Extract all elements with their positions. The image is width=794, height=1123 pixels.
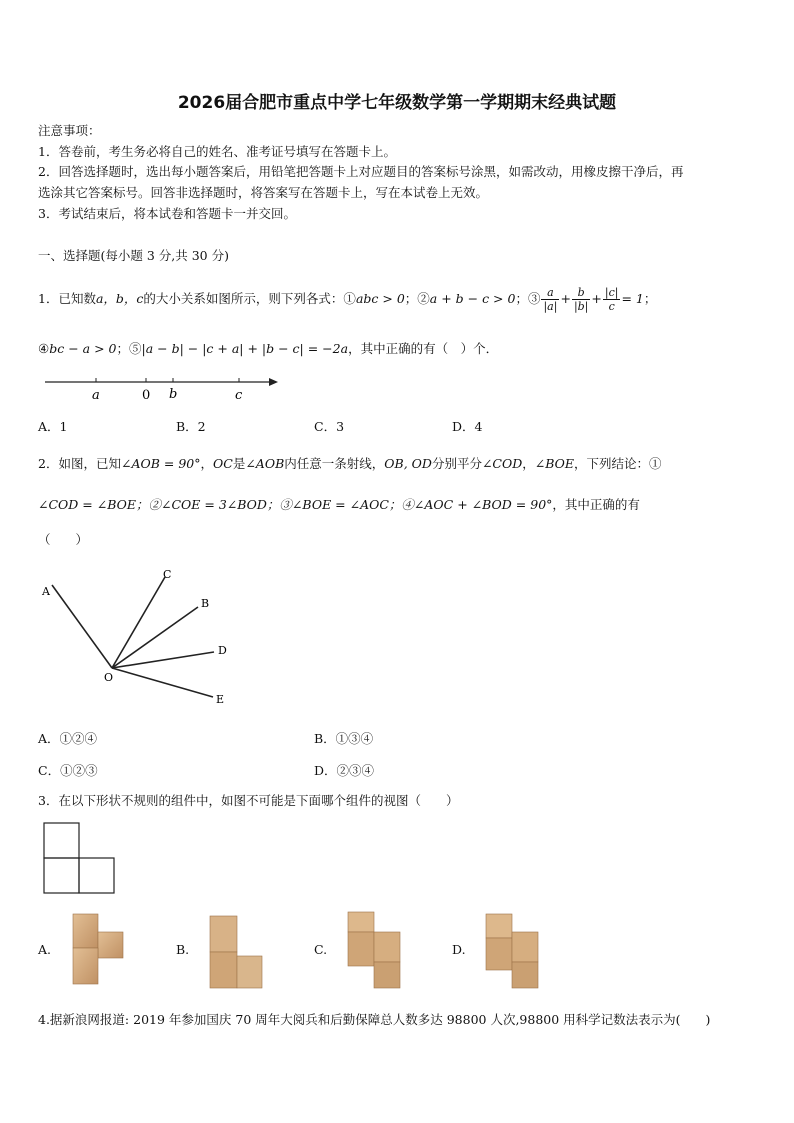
q2-option-b: B．①③④ (314, 731, 374, 746)
question-2-paren: （ ） (38, 532, 89, 547)
block-assembly-a-image (68, 910, 130, 988)
fig-label-E: E (216, 693, 225, 706)
fig-label-O: O (104, 671, 114, 684)
question-2-line-2: ∠COD = ∠BOE；②∠COE = 3∠BOD；③∠BOE = ∠AOC；④∠AOC + ∠BOD = 90°，其中正确的有 (38, 497, 640, 512)
q3-option-a: A. (38, 942, 52, 957)
notice-item-3: 3．考试结束后，将本试卷和答题卡一并交回。 (38, 206, 296, 221)
fig-label-B: B (201, 597, 210, 610)
view-figure (42, 821, 118, 895)
question-2-line-1: 2．如图，已知∠AOB = 90°，OC是∠AOB内任意一条射线，OB, OD分别平分∠COD，∠BOE，下列结论：① (38, 456, 662, 471)
q2-option-a: A．①②④ (38, 731, 98, 746)
question-3-stem: 3．在以下形状不规则的组件中，如图不可能是下面哪个组件的视图（ ） (38, 793, 459, 808)
notice-heading: 注意事项： (38, 123, 101, 138)
angle-figure (38, 565, 238, 710)
fig-label-D: D (218, 644, 227, 657)
axis-label-b: b (169, 387, 178, 402)
block-assembly-c-image (345, 910, 407, 992)
q2-option-d: D．②③④ (314, 763, 375, 778)
axis-label-a: a (92, 388, 100, 403)
q1-option-c: C．3 (314, 419, 345, 434)
notice-item-2: 2．回答选择题时，选出每小题答案后，用铅笔把答题卡上对应题目的答案标号涂黑，如需改动，用橡皮擦干净后，再 (38, 164, 684, 179)
axis-label-0: 0 (142, 388, 151, 403)
question-4-stem: 4.据新浪网报道: 2019 年参加国庆 70 周年大阅兵和后勤保障总人数多达 98800 人次,98800 用科学记数法表示为( ) (38, 1012, 711, 1027)
q1-option-b: B．2 (176, 419, 206, 434)
q3-option-d: D. (452, 942, 466, 957)
q3-option-b: B. (176, 942, 190, 957)
q1-option-a: A．1 (38, 419, 68, 434)
axis-label-c: c (235, 388, 243, 403)
notice-item-1: 1．答卷前，考生务必将自己的姓名、准考证号填写在答题卡上。 (38, 144, 396, 159)
block-assembly-b-image (206, 914, 268, 992)
question-1-line-2: ④bc − a > 0；⑤|a − b| − |c + a| + |b − c| = −2a，其中正确的有（ ）个． (38, 341, 499, 356)
q3-option-c: C. (314, 942, 328, 957)
section-heading: 一、选择题(每小题 3 分,共 30 分) (38, 248, 229, 263)
number-line-figure (40, 372, 285, 404)
notice-item-2-cont: 选涂其它答案标号。回答非选择题时，将答案写在答题卡上，写在本试卷上无效。 (38, 185, 489, 200)
fig-label-A: A (42, 585, 50, 598)
question-1-line-1: 1．已知数a，b，c的大小关系如图所示，则下列各式：①abc > 0；②a + b − c > 0；③ $\frac{a}{|a|}$ + $\frac{b}{|b|}$ + $\frac{|c|}{c}$ = 1； (38, 286, 657, 313)
block-assembly-d-image (482, 910, 544, 992)
q2-option-c: C．①②③ (38, 763, 98, 778)
page-title: 2026届合肥市重点中学七年级数学第一学期期末经典试题 (177, 93, 617, 113)
q1-option-d: D．4 (452, 419, 483, 434)
fig-label-C: C (163, 568, 172, 581)
